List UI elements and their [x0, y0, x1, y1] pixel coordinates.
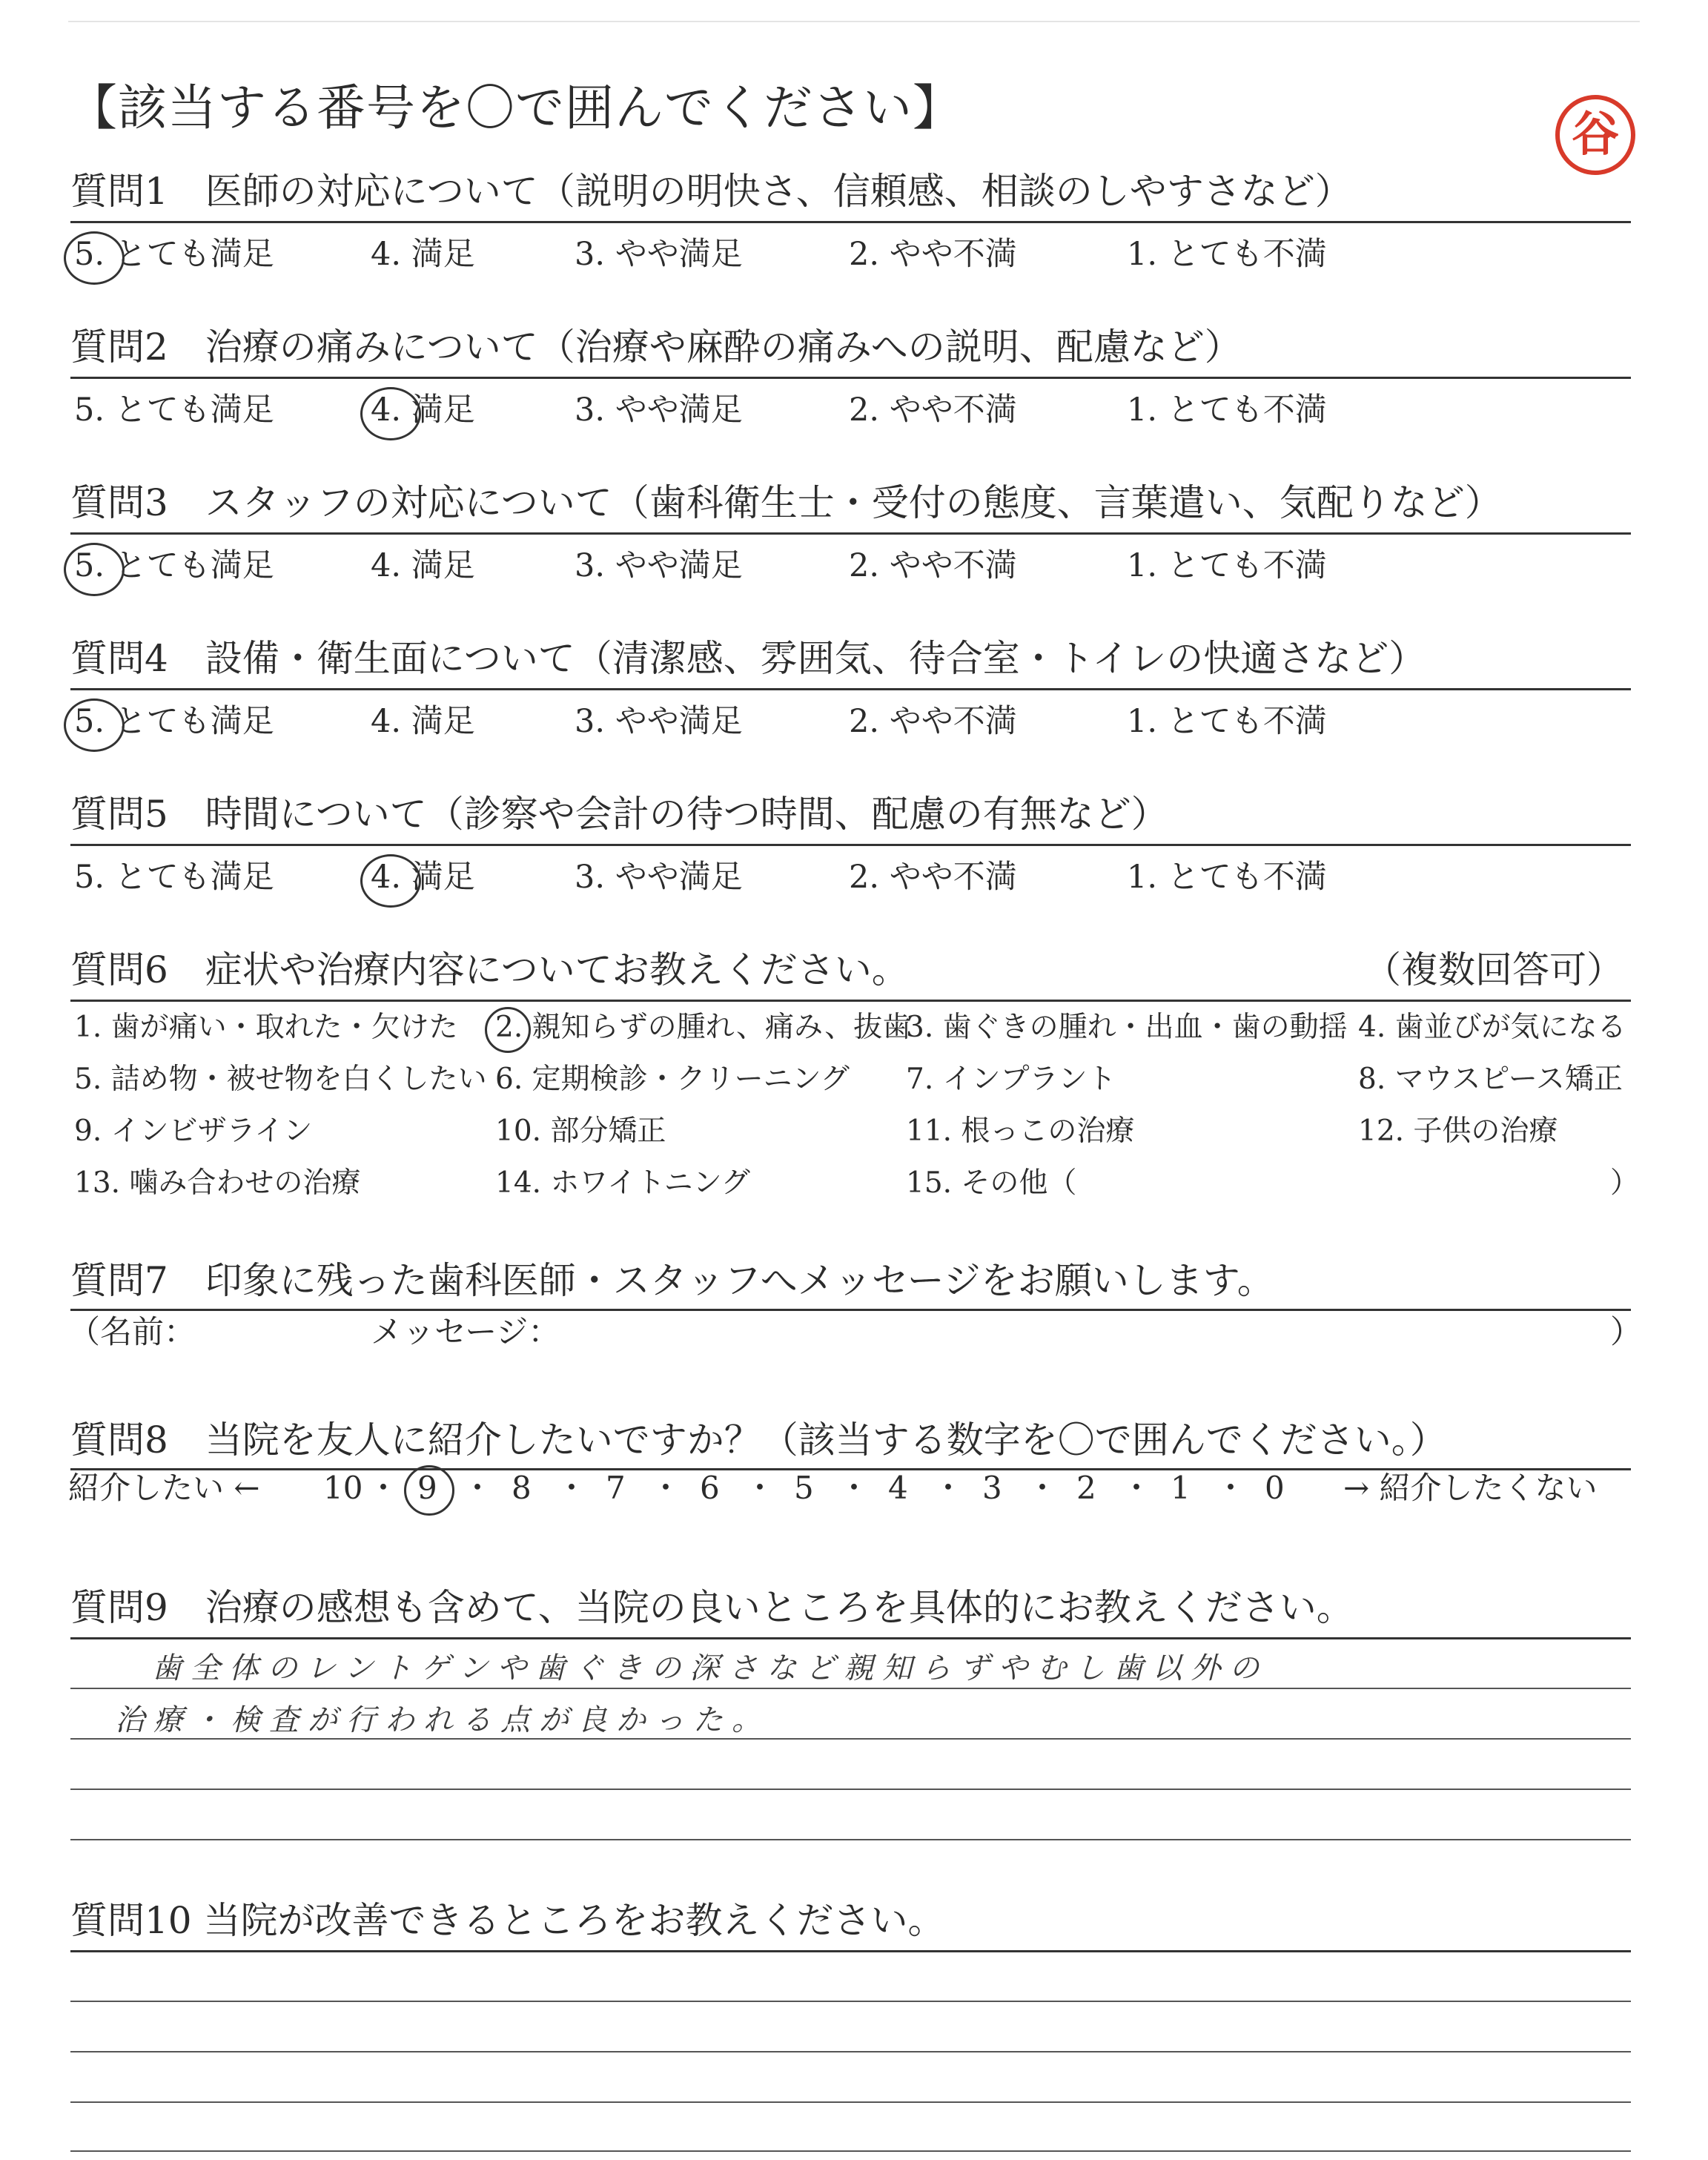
hand-drawn-selection-circle	[360, 387, 421, 440]
seal-stamp: 谷	[1555, 95, 1635, 175]
question-5-title: 質問5 時間について（診察や会計の待つ時間、配慮の有無など）	[70, 793, 1168, 836]
symptom-item[interactable]: 4. 歯並びが気になる	[1358, 1011, 1626, 1044]
question-4-rule	[70, 688, 1631, 690]
recommend-score-option[interactable]: 4	[888, 1470, 908, 1506]
question-10-title: 質問10 当院が改善できるところをお教えください。	[70, 1899, 945, 1942]
answer-line	[70, 2051, 1631, 2052]
recommend-score-option[interactable]: 5	[794, 1470, 814, 1506]
symptom-item[interactable]: 5. 詰め物・被せ物を白くしたい	[74, 1063, 487, 1096]
symptom-item[interactable]: 11. 根っこの治療	[906, 1114, 1135, 1148]
recommend-score-option[interactable]: 2	[1076, 1470, 1096, 1506]
question-5-option[interactable]: 3. やや満足	[575, 859, 743, 896]
answer-line	[70, 1688, 1631, 1689]
question-5-rule	[70, 844, 1631, 846]
question-6-rule	[70, 1000, 1631, 1002]
question-1-option[interactable]: 1. とても不満	[1127, 236, 1327, 273]
question-1-option[interactable]: 5. とても満足	[74, 236, 274, 273]
question-9-rule	[70, 1637, 1631, 1639]
scale-separator: ・	[933, 1470, 964, 1506]
question-3-option[interactable]: 2. やや不満	[849, 547, 1017, 584]
answer-line	[70, 2001, 1631, 2002]
recommend-score-option[interactable]: 1	[1171, 1470, 1191, 1506]
question-5-option[interactable]: 2. やや不満	[849, 859, 1017, 896]
answer-line	[70, 2101, 1631, 2103]
scale-separator: ・	[368, 1470, 400, 1506]
question-5-option[interactable]: 5. とても満足	[74, 859, 274, 896]
answer-line	[70, 1789, 1631, 1790]
question-1-option[interactable]: 3. やや満足	[575, 236, 743, 273]
answer-line	[70, 1839, 1631, 1840]
hand-drawn-selection-circle	[404, 1465, 454, 1516]
question-2-title: 質問2 治療の痛みについて（治療や麻酔の痛みへの説明、配慮など）	[70, 326, 1242, 369]
question-2-option[interactable]: 2. やや不満	[849, 392, 1017, 429]
symptom-item[interactable]: 14. ホワイトニング	[495, 1166, 750, 1200]
scale-separator: ・	[744, 1470, 776, 1506]
question-2-option[interactable]: 1. とても不満	[1127, 392, 1327, 429]
answer-line	[70, 2150, 1631, 2152]
question-3-option[interactable]: 3. やや満足	[575, 547, 743, 584]
top-border	[68, 21, 1640, 22]
symptom-item[interactable]: 10. 部分矯正	[495, 1114, 666, 1148]
symptom-item[interactable]: 8. マウスピース矯正	[1358, 1063, 1623, 1096]
symptom-item[interactable]: 13. 噛み合わせの治療	[74, 1166, 361, 1200]
question-7-rule	[70, 1309, 1631, 1311]
recommend-score-option[interactable]: 8	[512, 1470, 532, 1506]
question-4-option[interactable]: 4. 満足	[371, 703, 475, 740]
question-2-option[interactable]: 4. 満足	[371, 392, 475, 429]
message-field-label: メッセージ：	[371, 1314, 560, 1351]
hand-drawn-selection-circle	[64, 231, 125, 285]
scale-separator: ・	[462, 1470, 494, 1506]
scale-right-label: → 紹介したくない	[1343, 1470, 1598, 1506]
question-7-title: 質問7 印象に残った歯科医師・スタッフへメッセージをお願いします。	[70, 1259, 1274, 1302]
scale-separator: ・	[1027, 1470, 1059, 1506]
question-5-option[interactable]: 1. とても不満	[1127, 859, 1327, 896]
hand-drawn-selection-circle	[360, 854, 421, 908]
message-close-paren: ）	[1610, 1314, 1642, 1351]
question-4-option[interactable]: 1. とても不満	[1127, 703, 1327, 740]
hand-drawn-selection-circle	[485, 1007, 531, 1053]
question-6-note: （複数回答可）	[1364, 948, 1623, 991]
question-4-title: 質問4 設備・衛生面について（清潔感、雰囲気、待合室・トイレの快適さなど）	[70, 637, 1426, 680]
recommend-score-option[interactable]: 0	[1265, 1470, 1285, 1506]
hand-drawn-selection-circle	[64, 543, 125, 596]
scale-separator: ・	[556, 1470, 588, 1506]
question-1-option[interactable]: 4. 満足	[371, 236, 475, 273]
question-3-option[interactable]: 4. 満足	[371, 547, 475, 584]
question-6-title: 質問6 症状や治療内容についてお教えください。	[70, 948, 909, 991]
question-4-option[interactable]: 3. やや満足	[575, 703, 743, 740]
scale-separator: ・	[1215, 1470, 1247, 1506]
scale-separator: ・	[650, 1470, 682, 1506]
recommend-score-option[interactable]: 6	[700, 1470, 720, 1506]
question-1-title: 質問1 医師の対応について（説明の明快さ、信頼感、相談のしやすさなど）	[70, 170, 1352, 213]
name-field-label: （名前：	[68, 1314, 196, 1351]
hand-drawn-selection-circle	[64, 698, 125, 752]
symptom-item[interactable]: 2. 親知らずの腫れ、痛み、抜歯	[495, 1011, 912, 1044]
page-title: 【該当する番号を〇で囲んでください】	[68, 79, 962, 136]
symptom-item[interactable]: 12. 子供の治療	[1358, 1114, 1558, 1148]
symptom-item[interactable]: 1. 歯が痛い・取れた・欠けた	[74, 1011, 458, 1044]
recommend-score-option[interactable]: 10	[323, 1470, 363, 1506]
symptom-item[interactable]: 3. 歯ぐきの腫れ・出血・歯の動揺	[906, 1011, 1348, 1044]
question-2-rule	[70, 377, 1631, 379]
question-1-rule	[70, 221, 1631, 223]
handwritten-answer-line-2: 治療・検査が行われる点が良かった。	[115, 1703, 770, 1737]
symptom-item[interactable]: 6. 定期検診・クリーニング	[495, 1063, 850, 1096]
question-2-option[interactable]: 3. やや満足	[575, 392, 743, 429]
recommend-score-option[interactable]: 7	[606, 1470, 626, 1506]
question-3-option[interactable]: 5. とても満足	[74, 547, 274, 584]
question-4-option[interactable]: 2. やや不満	[849, 703, 1017, 740]
question-8-title: 質問8 当院を友人に紹介したいですか？（該当する数字を〇で囲んでください。）	[70, 1418, 1447, 1462]
question-10-rule	[70, 1950, 1631, 1952]
other-close-paren: ）	[1610, 1166, 1640, 1200]
question-5-option[interactable]: 4. 満足	[371, 859, 475, 896]
question-2-option[interactable]: 5. とても満足	[74, 392, 274, 429]
symptom-item[interactable]: 15. その他（	[906, 1166, 1077, 1200]
question-3-option[interactable]: 1. とても不満	[1127, 547, 1327, 584]
scale-separator: ・	[838, 1470, 870, 1506]
symptom-item[interactable]: 7. インプラント	[906, 1063, 1116, 1096]
symptom-item[interactable]: 9. インビザライン	[74, 1114, 313, 1148]
question-1-option[interactable]: 2. やや不満	[849, 236, 1017, 273]
scale-left-label: 紹介したい ←	[68, 1470, 260, 1506]
question-3-rule	[70, 532, 1631, 535]
scale-separator: ・	[1121, 1470, 1153, 1506]
handwritten-answer-line-1: 歯全体のレントゲンや歯ぐきの深さなど親知らずやむし歯以外の	[152, 1651, 1268, 1685]
recommend-score-option[interactable]: 3	[982, 1470, 1002, 1506]
question-3-title: 質問3 スタッフの対応について（歯科衛生士・受付の態度、言葉遣い、気配りなど）	[70, 481, 1502, 524]
recommend-score-option[interactable]: 9	[417, 1470, 437, 1506]
question-4-option[interactable]: 5. とても満足	[74, 703, 274, 740]
question-9-title: 質問9 治療の感想も含めて、当院の良いところを具体的にお教えください。	[70, 1586, 1354, 1629]
